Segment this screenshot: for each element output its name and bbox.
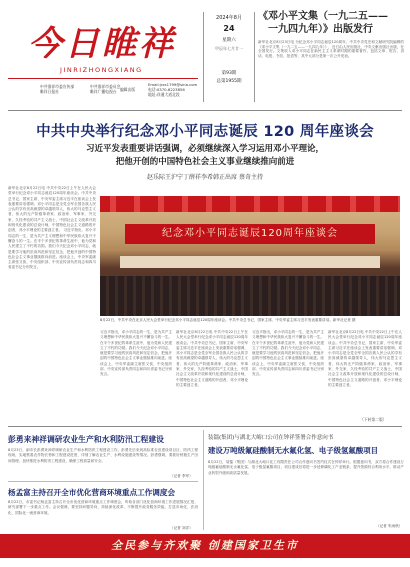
story-divider xyxy=(8,481,198,482)
story2-body: 8月22日，市委书记杨孟富主持召开全市优化营商环境重点工作调度会，听取各部门优化营商环境工作进展情况汇报，研究部署下一步重点工作。会议强调，要坚持问题导向，持续深化改革，不断提升政务服务效能，打造市场化、法治化、国际化一流营商环境。 xyxy=(8,500,198,515)
total-issue-number: 总第1955期 xyxy=(216,79,242,84)
newspaper-logo: 今日睢祥 xyxy=(28,24,176,64)
promo-title-line1: 《邓小平文集（一九二五—— xyxy=(258,11,388,22)
photo-caption: 8月22日，中共中央在北京人民大会堂举行纪念邓小平同志诞辰120周年座谈会。中共中央总书记、国家主席、中央军委主席习近平发表重要讲话。新华社记者 摄 xyxy=(100,318,356,322)
lead-article-column xyxy=(8,186,96,424)
section-divider xyxy=(8,426,402,427)
flags-decoration xyxy=(100,196,400,212)
meeting-banner: 纪念邓小平同志诞辰120周年座谈会 xyxy=(125,224,375,244)
publisher-info-2: 中共淮祥市委员会 睢祥广播电视台 xyxy=(90,84,121,94)
podium-table xyxy=(120,256,380,268)
publisher-info: 中共淮祥市委宣传部 睢祥日报社 xyxy=(40,84,75,94)
newspaper-pinyin: JINRIZHONGXIANG xyxy=(60,66,143,74)
article-col-3: 新华社北京8月22日电 中共中央22日上午在人民大会堂举行纪念邓小平同志诞辰120周年座谈会。中共中央总书记、国家主席、中央军委主席习近平在座谈会上发表重要讲话强调，邓小平同志是全党全军全国各族人民公认的享有崇高威望的卓越领导人，伟大的马克思主义者，伟大的无产阶级革命家、政治家、军事家、外交家，久经考验的共产主义战士，中国社会主义改革开放和现代化建设的总设计师，中国特色社会主义道路的开创者，邓小平理论的主要创立者。 xyxy=(176,330,248,387)
story3-body: 8月22日，装镭（集团）与湖北大峪口化工有限责任公司合作意向书签约仪式在钟祥举行。根据意向书，双方将合作建设万吨级氟硅酸制无水氟化氢、电子级氢氟酸项目，项目建成后将进一步延伸磷化工产业链条，提升资源综合利用水平，推动产业转型升级和高质量发展。 xyxy=(208,460,404,475)
article-jump: （下转第二版） xyxy=(360,417,387,422)
meeting-photo xyxy=(100,196,400,316)
promo-article xyxy=(258,10,404,100)
article-col-4: 习近平指出，邓小平同志的一生，是为共产主义理想和中华民族伟大复兴不懈奋斗的一生。在半个多世纪的革命生涯中，他为党和人民建立了不朽的功勋。我们今天纪念邓小平同志，就是要学习他的崇高风范和坚定信念，把他开创的中国特色社会主义事业继续推向前进。座谈会上，中央军委副主席张又侠，中央组织部、中央宣传部负责同志和四川省委书记分别发言。 xyxy=(252,330,324,377)
article-col-5: 新华社北京8月22日电 中共中央22日上午在人民大会堂举行纪念邓小平同志诞辰120周年座谈会。中共中央总书记、国家主席、中央军委主席习近平在座谈会上发表重要讲话强调，邓小平同志是全党全军全国各族人民公认的享有崇高威望的卓越领导人，伟大的马克思主义者，伟大的无产阶级革命家、政治家、军事家、外交家，久经考验的共产主义战士，中国社会主义改革开放和现代化建设的总设计师，中国特色社会主义道路的开创者，邓小平理论的主要创立者。 xyxy=(328,330,402,387)
story2-title: 杨孟富主持召开全市优化营商环境重点工作调度会 xyxy=(8,488,176,497)
masthead-divider xyxy=(8,78,198,79)
issue-day: 24 xyxy=(223,24,235,33)
subheadline-line1: 习近平发表重要讲话强调，必须继续深入学习运用邓小平理论， xyxy=(85,144,324,154)
masthead-bottom-rule xyxy=(8,110,402,111)
article-col-2: 习近平指出，邓小平同志的一生，是为共产主义理想和中华民族伟大复兴不懈奋斗的一生。在半个多世纪的革命生涯中，他为党和人民建立了不朽的功勋。我们今天纪念邓小平同志，就是要学习他的崇高风范和坚定信念，把他开创的中国特色社会主义事业继续推向前进。座谈会上，中央军委副主席张又侠，中央组织部、中央宣传部负责同志和四川省委书记分别发言。 xyxy=(100,330,172,377)
attendance-line: 赵乐际王沪宁丁薛祥李希韩正出席 蔡奇主持 xyxy=(147,174,263,181)
issue-weekday: 星期六 xyxy=(222,38,236,43)
story1-credit: （记者 李军） xyxy=(170,474,193,478)
story1-body: 8月23日，副市长彭勇来神祥调研农业生产和水利防汛工程建设工作。彭勇先后来到高标准农田建设项目区、防汛工程现场，实地察看农作物长势和工程建设进度，详细了解农业生产、水利设施建设等情况。彭勇强调，要抓好秋粮生产田间管理，加快推进水利防汛工程建设，确保工程质量和安全。 xyxy=(8,448,198,463)
lunar-date: 甲辰年七月廿一 xyxy=(215,46,243,51)
issue-number: 第93期 xyxy=(221,71,237,76)
column-divider xyxy=(203,430,204,530)
story1-title: 彭勇来神祥调研农业生产和水利防汛工程建设 xyxy=(8,435,164,444)
masthead xyxy=(0,0,410,108)
date-box xyxy=(203,12,255,102)
contact-info: Email:jrzx1799@sina.com 电话:0370-6223856 地址:祥通大道北段 xyxy=(148,82,198,97)
story2-credit: （记者 刘洋） xyxy=(170,526,193,530)
lead-paragraph: 新华社北京8月22日电 中共中央22日上午在人民大会堂举行纪念邓小平同志诞辰120周年座谈会。中共中央总书记、国家主席、中央军委主席习近平在座谈会上发表重要讲话强调，邓小平同志是全党全军全国各族人民公认的享有崇高威望的卓越领导人，伟大的马克思主义者，伟大的无产阶级革命家、政治家、军事家、外交家，久经考验的共产主义战士，中国社会主义改革开放和现代化建设的总设计师，中国特色社会主义道路的开创者，邓小平理论的主要创立者。 xyxy=(8,186,96,233)
audience xyxy=(100,276,400,316)
publisher-edit: 编辑出版 xyxy=(120,87,136,92)
story3-kicker: 装镭(集团)与湖北大峪口公司在钟祥签署合作意向书 xyxy=(208,435,334,441)
story3-credit: （记者 朱雨秋） xyxy=(376,524,403,528)
issue-date: 2024年8月 xyxy=(216,15,242,21)
bottom-slogan-banner: 全民参与齐欢聚 创建国家卫生市 xyxy=(0,534,410,558)
promo-title-line2: 一九四九年）》出版发行 xyxy=(268,24,373,35)
lead-body: 习近平指出，邓小平同志的一生，是为共产主义理想和中华民族伟大复兴不懈奋斗的一生。在半个多世纪的革命生涯中，他为党和人民建立了不朽的功勋。我们今天纪念邓小平同志，就是要学习他的崇高风范和坚定信念，把他开创的中国特色社会主义事业继续推向前进。座谈会上，中央军委副主席张又侠，中央组织部、中央宣传部负责同志和四川省委书记分别发言。 xyxy=(8,228,96,270)
promo-body: 新华社北京8月23日电 为纪念邓小平同志诞辰120周年，中共中央党史和文献研究院编辑的《邓小平文集（一九二五——一九四九年）》，近日由人民出版社、中央文献出版社出版，在全国发行。文集收入邓小平同志在新民主主义革命时期的重要著作，包括文章、报告、讲话、电报、书信、批语等，其中大部分是第一次公开发表。 xyxy=(258,40,404,58)
subheadline-line2: 把他开创的中国特色社会主义事业继续推向前进 xyxy=(115,157,295,167)
story3-title: 建设万吨级氟硅酸制无水氟化氢、电子级氢氟酸项目 xyxy=(208,446,378,455)
main-headline: 中共中央举行纪念邓小平同志诞辰 120 周年座谈会 xyxy=(36,124,374,140)
